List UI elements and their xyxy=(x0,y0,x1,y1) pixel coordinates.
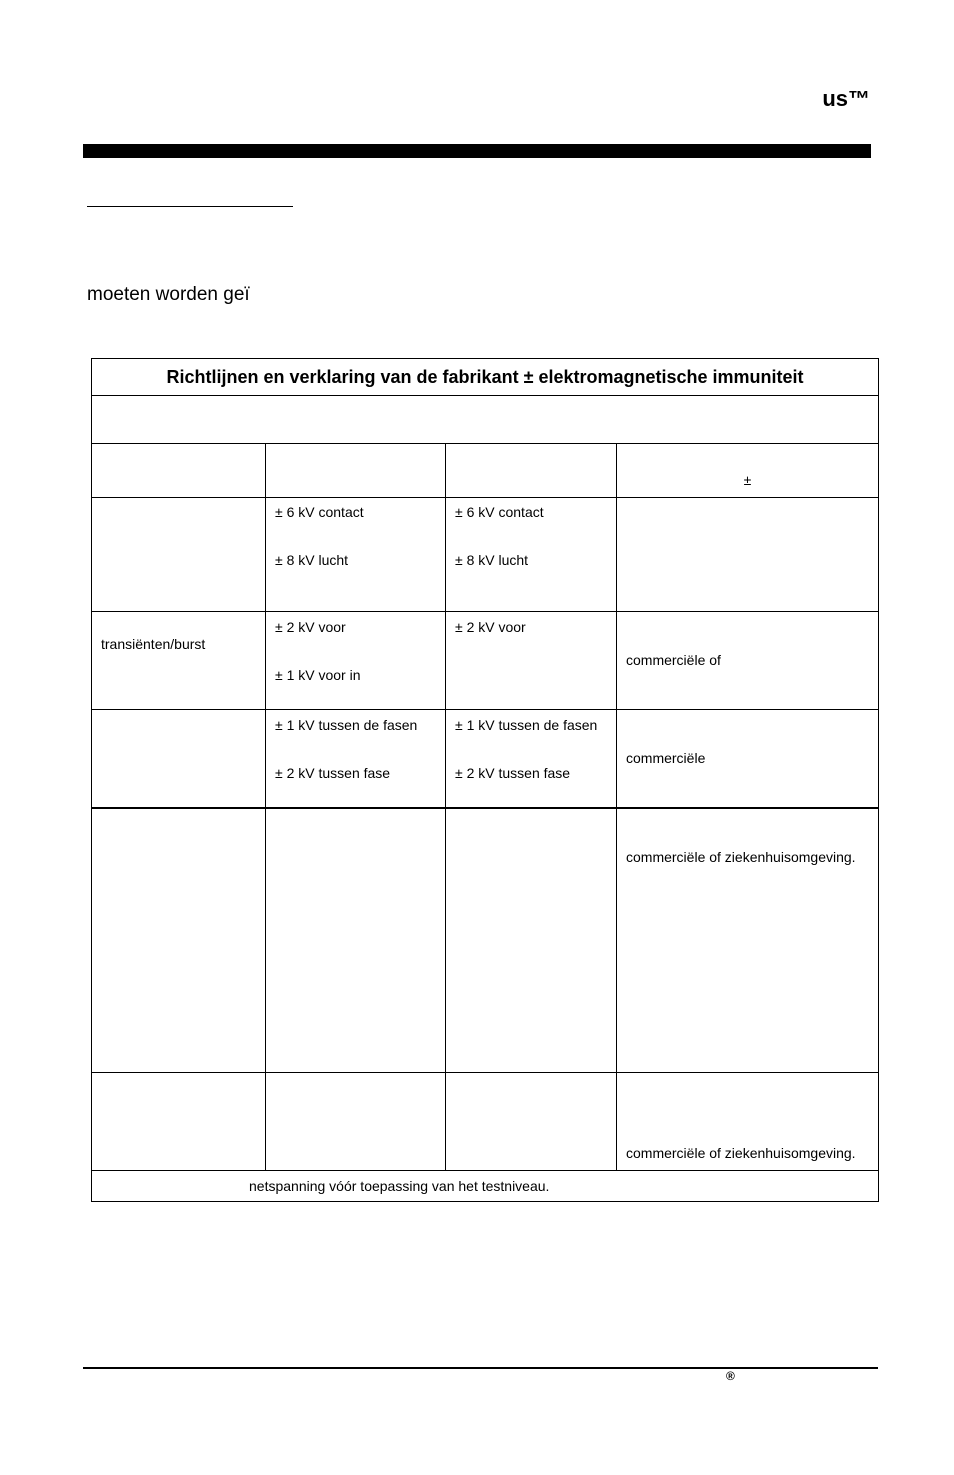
row3-col1 xyxy=(92,710,266,808)
row3-col4: commerciële xyxy=(617,710,879,808)
row5-col1 xyxy=(92,1073,266,1171)
header-cell-test xyxy=(92,444,266,498)
registered-mark: ® xyxy=(726,1369,735,1383)
row3-col2: ± 1 kV tussen de fasen ± 2 kV tussen fase xyxy=(266,710,446,808)
row1-col4 xyxy=(617,498,879,612)
table-subtitle-cell xyxy=(92,396,879,444)
footer-rule xyxy=(83,1367,878,1369)
row1-col1 xyxy=(92,498,266,612)
row1-col2: ± 6 kV contact ± 8 kV lucht xyxy=(266,498,446,612)
table-row xyxy=(92,1073,879,1171)
table-row xyxy=(92,498,879,612)
row3-col3: ± 1 kV tussen de fasen ± 2 kV tussen fase xyxy=(446,710,617,808)
table-subtitle-row xyxy=(92,396,879,444)
intro-text: moeten worden geï xyxy=(87,284,250,305)
header-cell-compliance-level xyxy=(446,444,617,498)
table-row xyxy=(92,710,879,808)
table-title-row xyxy=(92,359,879,396)
row5-col3 xyxy=(446,1073,617,1171)
row4-col4: commerciële of ziekenhuisomgeving. xyxy=(617,808,879,1073)
table-title: Richtlijnen en verklaring van de fabrikant ± elektromagnetische immuniteit xyxy=(92,359,879,396)
table-footnote: netspanning vóór toepassing van het testniveau. xyxy=(92,1171,879,1202)
header-title: us™ xyxy=(822,86,870,111)
row1-col3: ± 6 kV contact ± 8 kV lucht xyxy=(446,498,617,612)
header-cell-test-level xyxy=(266,444,446,498)
table-row xyxy=(92,612,879,710)
row4-col1 xyxy=(92,808,266,1073)
row2-col1: transiënten/burst xyxy=(92,612,266,710)
emc-immunity-table xyxy=(91,358,879,1202)
table-header-row xyxy=(92,444,879,498)
row4-col2 xyxy=(266,808,446,1073)
row4-col3 xyxy=(446,808,617,1073)
row2-col3: ± 2 kV voor xyxy=(446,612,617,710)
section-heading-underline xyxy=(87,206,293,207)
row5-col2 xyxy=(266,1073,446,1171)
header-cell-environment: ± xyxy=(617,444,879,498)
row2-col4: commerciële of xyxy=(617,612,879,710)
row5-col4: commerciële of ziekenhuisomgeving. xyxy=(617,1073,879,1171)
table-footnote-row xyxy=(92,1171,879,1202)
header-bar xyxy=(83,144,871,158)
table-row xyxy=(92,808,879,1073)
row2-col2: ± 2 kV voor ± 1 kV voor in xyxy=(266,612,446,710)
